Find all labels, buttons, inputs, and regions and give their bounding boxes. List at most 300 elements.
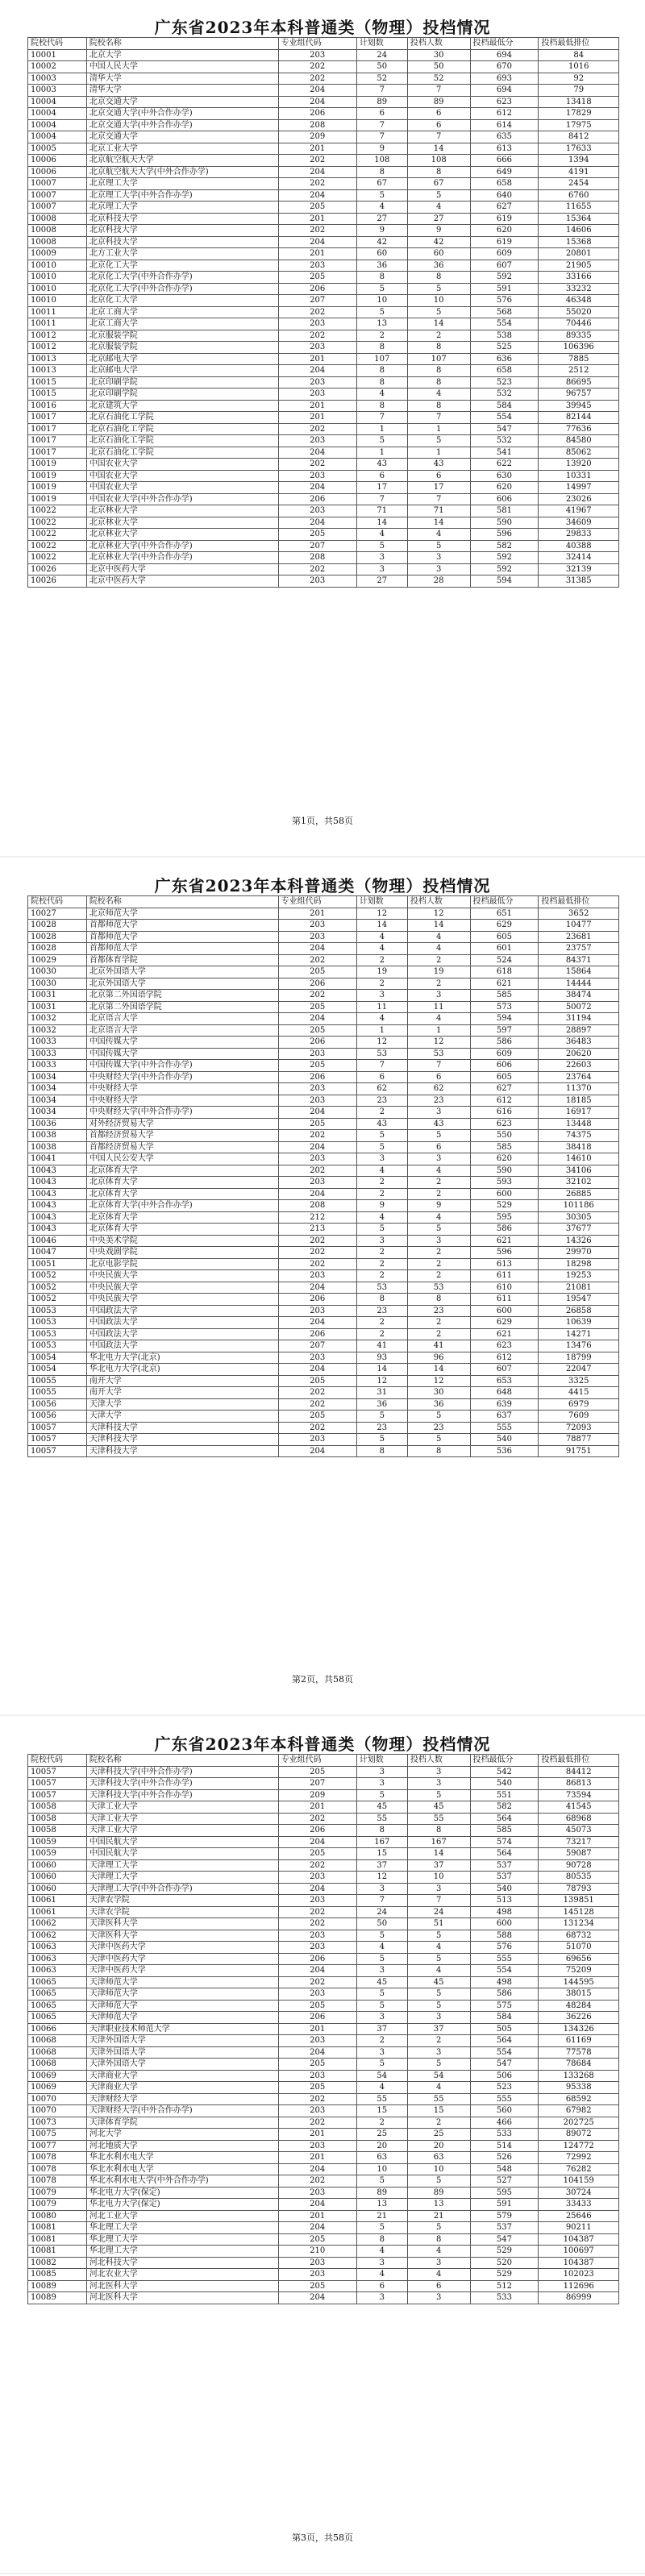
- table-cell: 5: [356, 189, 407, 202]
- table-cell: 中国农业大学: [86, 482, 278, 494]
- table-cell: 210: [278, 2246, 356, 2258]
- table-row: [28, 1177, 619, 1189]
- table-cell: 53: [407, 1282, 470, 1294]
- table-cell: 551: [470, 1789, 539, 1801]
- admission-table: [27, 895, 619, 1457]
- table-cell: 613: [470, 1258, 539, 1270]
- table-cell: 23: [356, 1305, 407, 1317]
- table-cell: 河北工业大学: [86, 2210, 278, 2222]
- table-cell: 203: [278, 931, 356, 943]
- table-cell: 3: [356, 1766, 407, 1778]
- table-row: [28, 966, 619, 978]
- table-cell: 80535: [539, 1872, 619, 1884]
- table-row: [28, 990, 619, 1002]
- table-cell: 1016: [539, 61, 619, 73]
- table-cell: 2: [356, 1188, 407, 1200]
- table-row: [28, 178, 619, 190]
- table-cell: 34106: [539, 1165, 619, 1177]
- table-cell: 45: [356, 1801, 407, 1814]
- table-cell: 590: [470, 517, 539, 529]
- table-cell: 43: [407, 459, 470, 471]
- table-cell: 中央美术学院: [86, 1235, 278, 1247]
- table-cell: 207: [278, 540, 356, 552]
- table-cell: 618: [470, 966, 539, 978]
- table-cell: 2: [407, 330, 470, 342]
- table-cell: 206: [278, 1953, 356, 1965]
- table-cell: 8: [407, 365, 470, 377]
- table-cell: 2: [356, 954, 407, 966]
- table-cell: 北京工业大学: [86, 143, 278, 155]
- table-cell: 89335: [539, 330, 619, 342]
- table-cell: 204: [278, 943, 356, 955]
- table-row: [28, 2012, 619, 2024]
- table-cell: 596: [470, 1247, 539, 1259]
- table-cell: 203: [278, 1083, 356, 1095]
- table-cell: 55: [356, 2093, 407, 2105]
- table-cell: 8: [407, 1825, 470, 1837]
- table-cell: 202: [278, 1976, 356, 1988]
- table-cell: 5: [356, 1130, 407, 1142]
- table-cell: 694: [470, 49, 539, 61]
- table-row: [28, 517, 619, 529]
- table-cell: 9: [407, 1200, 470, 1212]
- table-cell: 201: [278, 2023, 356, 2035]
- table-cell: 天津工业大学: [86, 1813, 278, 1825]
- admission-table: [27, 1754, 619, 2304]
- table-cell: 5: [356, 435, 407, 447]
- table-cell: 72992: [539, 2152, 619, 2164]
- table-cell: 北京邮电大学: [86, 365, 278, 377]
- table-row: [28, 1836, 619, 1848]
- table-cell: 108: [356, 155, 407, 167]
- table-row: [28, 2222, 619, 2234]
- table-cell: 547: [470, 423, 539, 435]
- table-cell: 华北电力大学(保定): [86, 2199, 278, 2211]
- table-cell: 41545: [539, 1801, 619, 1814]
- table-row: [28, 1235, 619, 1247]
- table-cell: 658: [470, 365, 539, 377]
- table-cell: 55020: [539, 306, 619, 318]
- table-cell: 4: [356, 943, 407, 955]
- table-cell: 天津科技大学(中外合作办学): [86, 1766, 278, 1778]
- table-cell: 中国人民大学: [86, 61, 278, 73]
- table-cell: 10052: [28, 1270, 87, 1282]
- table-cell: 202: [278, 1235, 356, 1247]
- table-row: [28, 1247, 619, 1259]
- table-row: [28, 365, 619, 377]
- table-cell: 10055: [28, 1375, 87, 1387]
- column-header: 计划数: [356, 38, 407, 50]
- table-cell: 北京体育大学: [86, 1224, 278, 1236]
- table-cell: 37: [407, 1859, 470, 1872]
- table-cell: 204: [278, 166, 356, 178]
- table-cell: 河北地质大学: [86, 2140, 278, 2152]
- table-cell: 5: [407, 2000, 470, 2012]
- table-cell: 10026: [28, 575, 87, 588]
- table-cell: 23: [407, 1305, 470, 1317]
- table-cell: 10036: [28, 1118, 87, 1130]
- table-cell: 579: [470, 2210, 539, 2222]
- table-cell: 10078: [28, 2163, 87, 2175]
- table-cell: 10055: [28, 1387, 87, 1399]
- table-cell: 10062: [28, 1930, 87, 1942]
- table-cell: 514: [470, 2140, 539, 2152]
- table-cell: 北京科技大学: [86, 213, 278, 225]
- table-cell: 10060: [28, 1859, 87, 1872]
- table-cell: 中国民航大学: [86, 1836, 278, 1848]
- table-cell: 24: [407, 1906, 470, 1918]
- table-cell: 中国传媒大学: [86, 1048, 278, 1060]
- table-cell: 33166: [539, 272, 619, 284]
- table-row: [28, 1411, 619, 1423]
- table-cell: 2: [356, 1258, 407, 1270]
- table-cell: 498: [470, 1976, 539, 1988]
- table-cell: 北京林业大学(中外合作办学): [86, 540, 278, 552]
- table-cell: 629: [470, 1317, 539, 1329]
- table-cell: 595: [470, 2187, 539, 2199]
- table-cell: 21905: [539, 260, 619, 272]
- table-cell: 586: [470, 1224, 539, 1236]
- table-cell: 82144: [539, 412, 619, 424]
- table-cell: 540: [470, 1883, 539, 1895]
- table-cell: 2: [356, 2035, 407, 2047]
- table-cell: 7: [356, 85, 407, 97]
- table-cell: 50: [407, 61, 470, 73]
- table-cell: 10069: [28, 2070, 87, 2082]
- table-row: [28, 2175, 619, 2188]
- table-row: [28, 1083, 619, 1095]
- table-row: [28, 2269, 619, 2281]
- table-cell: 14610: [539, 1153, 619, 1165]
- table-cell: 北京石油化工学院: [86, 447, 278, 459]
- column-header: 专业组代码: [278, 38, 356, 50]
- table-cell: 209: [278, 131, 356, 143]
- table-cell: 609: [470, 1048, 539, 1060]
- table-cell: 中央财经大学(中外合作办学): [86, 1107, 278, 1119]
- table-cell: 205: [278, 1766, 356, 1778]
- table-cell: 600: [470, 1188, 539, 1200]
- table-cell: 10015: [28, 388, 87, 401]
- table-cell: 10: [407, 2163, 470, 2175]
- table-cell: 575: [470, 2000, 539, 2012]
- table-row: [28, 1813, 619, 1825]
- table-cell: 560: [470, 2105, 539, 2117]
- table-cell: 10077: [28, 2140, 87, 2152]
- table-cell: 10008: [28, 236, 87, 248]
- table-cell: 10062: [28, 1918, 87, 1930]
- table-cell: 28: [407, 575, 470, 588]
- table-row: [28, 330, 619, 342]
- table-cell: 10028: [28, 931, 87, 943]
- table-cell: 10005: [28, 143, 87, 155]
- table-cell: 582: [470, 540, 539, 552]
- table-cell: 北京第二外国语学院: [86, 1001, 278, 1013]
- table-cell: 205: [278, 1118, 356, 1130]
- table-row: [28, 342, 619, 354]
- table-cell: 北京航空航天大学: [86, 155, 278, 167]
- table-cell: 107: [407, 353, 470, 365]
- table-cell: 90211: [539, 2222, 619, 2234]
- table-cell: 5: [356, 2222, 407, 2234]
- table-cell: 天津科技大学(中外合作办学): [86, 1778, 278, 1790]
- table-cell: 619: [470, 236, 539, 248]
- table-cell: 18185: [539, 1095, 619, 1107]
- table-cell: 10019: [28, 482, 87, 494]
- table-cell: 24: [356, 49, 407, 61]
- table-cell: 中国农业大学: [86, 459, 278, 471]
- table-cell: 10073: [28, 2117, 87, 2129]
- table-cell: 10017: [28, 447, 87, 459]
- table-cell: 华北电力大学(保定): [86, 2187, 278, 2199]
- table-cell: 15864: [539, 966, 619, 978]
- table-cell: 北京交通大学: [86, 131, 278, 143]
- table-cell: 18298: [539, 1258, 619, 1270]
- table-row: [28, 2105, 619, 2117]
- table-cell: 10081: [28, 2233, 87, 2246]
- table-cell: 536: [470, 1445, 539, 1457]
- table-cell: 38418: [539, 1141, 619, 1153]
- table-cell: 天津外国语大学: [86, 2059, 278, 2071]
- table-row: [28, 189, 619, 202]
- table-cell: 10027: [28, 908, 87, 920]
- table-cell: 202725: [539, 2117, 619, 2129]
- table-cell: 10043: [28, 1211, 87, 1224]
- table-cell: 1394: [539, 155, 619, 167]
- table-row: [28, 1953, 619, 1965]
- table-cell: 3: [407, 1235, 470, 1247]
- table-row: [28, 96, 619, 108]
- table-cell: 13476: [539, 1340, 619, 1352]
- table-cell: 203: [278, 920, 356, 932]
- table-cell: 205: [278, 2000, 356, 2012]
- table-cell: 河北科技大学: [86, 2257, 278, 2269]
- table-cell: 13: [356, 2199, 407, 2211]
- table-cell: 10003: [28, 73, 87, 85]
- table-cell: 10477: [539, 920, 619, 932]
- table-cell: 203: [278, 1177, 356, 1189]
- table-cell: 204: [278, 1107, 356, 1119]
- table-cell: 10038: [28, 1141, 87, 1153]
- table-row: [28, 61, 619, 73]
- column-header: 计划数: [356, 896, 407, 908]
- table-row: [28, 2046, 619, 2059]
- table-cell: 4415: [539, 1387, 619, 1399]
- table-cell: 45: [356, 1976, 407, 1988]
- table-cell: 天津理工大学: [86, 1872, 278, 1884]
- table-cell: 天津师范大学: [86, 1976, 278, 1988]
- table-cell: 10080: [28, 2210, 87, 2222]
- table-cell: 10053: [28, 1340, 87, 1352]
- table-cell: 10031: [28, 1001, 87, 1013]
- table-row: [28, 529, 619, 541]
- table-cell: 天津工业大学: [86, 1825, 278, 1837]
- table-cell: 5: [356, 1988, 407, 2001]
- table-cell: 10026: [28, 563, 87, 575]
- table-cell: 90728: [539, 1859, 619, 1872]
- table-cell: 3: [356, 2012, 407, 2024]
- table-cell: 5: [356, 1434, 407, 1446]
- table-cell: 3: [356, 1153, 407, 1165]
- table-cell: 50: [356, 1918, 407, 1930]
- table-cell: 天津商业大学: [86, 2082, 278, 2094]
- table-row: [28, 978, 619, 990]
- table-cell: 中国农业大学(中外合作办学): [86, 493, 278, 505]
- table-cell: 10007: [28, 189, 87, 202]
- table-cell: 203: [278, 1153, 356, 1165]
- table-row: [28, 1918, 619, 1930]
- table-cell: 4: [407, 1942, 470, 1954]
- table-cell: 607: [470, 1364, 539, 1376]
- table-row: [28, 908, 619, 920]
- table-cell: 201: [278, 248, 356, 260]
- table-row: [28, 563, 619, 575]
- table-cell: 中国传媒大学: [86, 1037, 278, 1049]
- table-cell: 23026: [539, 493, 619, 505]
- table-cell: 204: [278, 2163, 356, 2175]
- table-cell: 205: [278, 1060, 356, 1072]
- table-cell: 529: [470, 2269, 539, 2281]
- table-cell: 203: [278, 2257, 356, 2269]
- table-cell: 10006: [28, 155, 87, 167]
- table-cell: 天津外国语大学: [86, 2035, 278, 2047]
- table-cell: 4: [356, 2269, 407, 2281]
- table-cell: 清华大学: [86, 73, 278, 85]
- table-cell: 202: [278, 225, 356, 237]
- table-cell: 206: [278, 1328, 356, 1340]
- table-cell: 591: [470, 2199, 539, 2211]
- table-cell: 102023: [539, 2269, 619, 2281]
- table-cell: 10041: [28, 1153, 87, 1165]
- table-cell: 21: [356, 2210, 407, 2222]
- table-cell: 612: [470, 1095, 539, 1107]
- table-cell: 北京化工大学: [86, 260, 278, 272]
- table-cell: 2: [407, 2035, 470, 2047]
- table-cell: 206: [278, 1071, 356, 1083]
- table-cell: 207: [278, 1778, 356, 1790]
- table-row: [28, 2292, 619, 2304]
- table-cell: 623: [470, 1340, 539, 1352]
- table-cell: 533: [470, 2129, 539, 2141]
- column-header: 计划数: [356, 1755, 407, 1767]
- table-cell: 10034: [28, 1083, 87, 1095]
- table-cell: 10019: [28, 470, 87, 482]
- table-cell: 43: [356, 459, 407, 471]
- table-cell: 76282: [539, 2163, 619, 2175]
- table-cell: 8: [407, 376, 470, 388]
- table-row: [28, 1071, 619, 1083]
- table-cell: 清华大学: [86, 85, 278, 97]
- table-cell: 623: [470, 1118, 539, 1130]
- table-cell: 4: [356, 1013, 407, 1025]
- table-cell: 609: [470, 248, 539, 260]
- table-cell: 653: [470, 1375, 539, 1387]
- table-cell: 203: [278, 2140, 356, 2152]
- table-cell: 203: [278, 342, 356, 354]
- table-cell: 北京航空航天大学(中外合作办学): [86, 166, 278, 178]
- table-cell: 5: [356, 1224, 407, 1236]
- table-cell: 9: [356, 225, 407, 237]
- table-cell: 8: [407, 166, 470, 178]
- table-row: [28, 1387, 619, 1399]
- table-cell: 203: [278, 388, 356, 401]
- table-cell: 537: [470, 1859, 539, 1872]
- table-cell: 5: [407, 1789, 470, 1801]
- table-cell: 203: [278, 49, 356, 61]
- table-cell: 12: [356, 908, 407, 920]
- table-cell: 10017: [28, 435, 87, 447]
- table-cell: 621: [470, 978, 539, 990]
- table-cell: 首都体育学院: [86, 954, 278, 966]
- table-row: [28, 1778, 619, 1790]
- table-cell: 北京化工大学(中外合作办学): [86, 283, 278, 295]
- table-row: [28, 1883, 619, 1895]
- table-cell: 13418: [539, 96, 619, 108]
- table-cell: 10004: [28, 131, 87, 143]
- table-cell: 华北电力大学(北京): [86, 1352, 278, 1364]
- table-cell: 208: [278, 119, 356, 131]
- table-cell: 592: [470, 272, 539, 284]
- table-cell: 205: [278, 1375, 356, 1387]
- table-cell: 649: [470, 166, 539, 178]
- table-cell: 10059: [28, 1836, 87, 1848]
- table-cell: 28897: [539, 1024, 619, 1037]
- table-cell: 581: [470, 505, 539, 517]
- table-cell: 8: [407, 272, 470, 284]
- table-cell: 1: [356, 447, 407, 459]
- table-cell: 10063: [28, 1965, 87, 1977]
- table-row: [28, 1848, 619, 1860]
- table-cell: 10033: [28, 1037, 87, 1049]
- table-cell: 513: [470, 1895, 539, 1907]
- table-cell: 637: [470, 1411, 539, 1423]
- table-cell: 606: [470, 1060, 539, 1072]
- table-cell: 天津理工大学(中外合作办学): [86, 1883, 278, 1895]
- table-cell: 北京邮电大学: [86, 353, 278, 365]
- table-cell: 63: [407, 2152, 470, 2164]
- table-cell: 53: [356, 1048, 407, 1060]
- table-cell: 10081: [28, 2222, 87, 2234]
- table-cell: 8: [356, 400, 407, 412]
- table-cell: 2: [407, 954, 470, 966]
- table-cell: 10068: [28, 2059, 87, 2071]
- table-cell: 26885: [539, 1188, 619, 1200]
- table-cell: 10065: [28, 2012, 87, 2024]
- table-cell: 5: [356, 283, 407, 295]
- table-cell: 10085: [28, 2269, 87, 2281]
- table-cell: 670: [470, 61, 539, 73]
- table-cell: 627: [470, 202, 539, 214]
- table-cell: 68732: [539, 1930, 619, 1942]
- table-cell: 612: [470, 108, 539, 120]
- table-cell: 17: [407, 482, 470, 494]
- table-row: [28, 306, 619, 318]
- table-cell: 621: [470, 1328, 539, 1340]
- table-row: [28, 1434, 619, 1446]
- table-cell: 10009: [28, 248, 87, 260]
- table-cell: 2: [356, 1247, 407, 1259]
- table-cell: 69656: [539, 1953, 619, 1965]
- table-cell: 205: [278, 272, 356, 284]
- table-cell: 10057: [28, 1445, 87, 1457]
- table-cell: 203: [278, 1872, 356, 1884]
- table-cell: 北京电影学院: [86, 1258, 278, 1270]
- table-row: [28, 493, 619, 505]
- table-cell: 520: [470, 2257, 539, 2269]
- table-row: [28, 1294, 619, 1306]
- table-cell: 2512: [539, 365, 619, 377]
- table-cell: 5: [407, 1434, 470, 1446]
- table-cell: 540: [470, 1434, 539, 1446]
